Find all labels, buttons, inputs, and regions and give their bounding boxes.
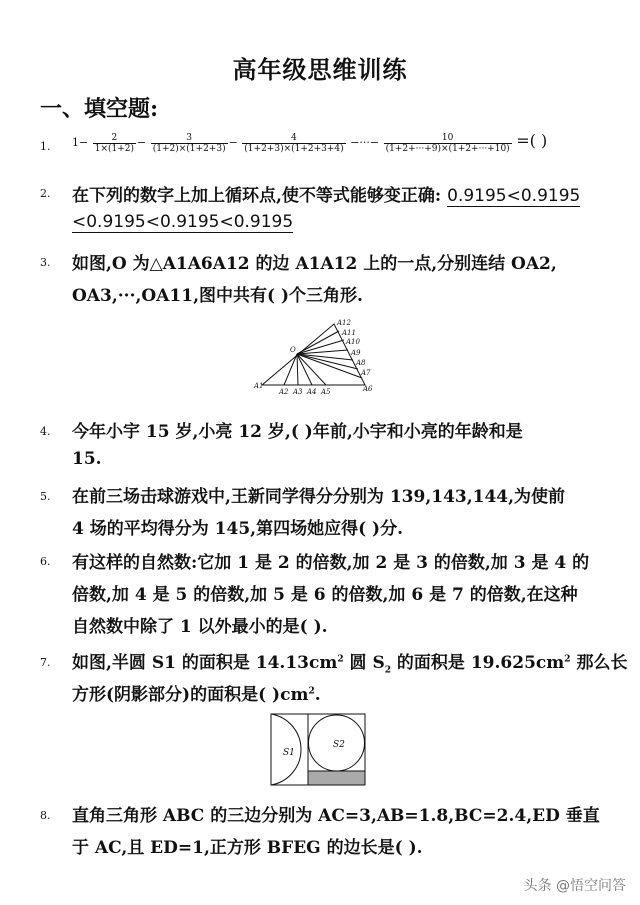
q6-line-1: 有这样的自然数:它加 1 是 2 的倍数,加 2 是 3 的倍数,加 3 是 4 的	[72, 553, 590, 573]
q8-line-2: 于 AC,且 ED=1,正方形 BFEG 的边长是( ).	[72, 838, 423, 858]
label-o: O	[290, 346, 296, 354]
q2-inequality-part1: 0.9195<0.9195	[447, 186, 581, 206]
q4-line-2: 15.	[72, 449, 102, 469]
q3-line-1: 如图,O 为△A1A6A12 的边 A1A12 上的一点,分别连结 OA2,	[72, 254, 557, 274]
q5-number: 5.	[40, 490, 51, 503]
label-s2: S2	[333, 740, 345, 750]
q6-line-3: 自然数中除了 1 以外最小的是( ).	[72, 617, 328, 637]
q6-number: 6.	[40, 555, 51, 568]
q5-line-2: 4 场的平均得分为 145,第四场她应得( )分.	[72, 519, 403, 539]
q6-line-2: 倍数,加 4 是 5 的倍数,加 5 是 6 的倍数,加 6 是 7 的倍数,在这种	[72, 585, 578, 605]
label-a7: A7	[361, 369, 371, 377]
q3-number: 3.	[40, 256, 51, 269]
q3-line-2: OA3,···,OA11,图中共有( )个三角形.	[72, 286, 363, 306]
q1-expression: 1− $\frac{2}{1\times(1+2)}$ − $\frac{3}{(1+2)\times(1+2+3)}$ − $\frac{4}{(1+2+3)\times(1+2+3+4)}$ −···− $\frac{10}{(1+2+\cdot\cdot\cdot+9)\times(1+2+\cdot\cdot\cdot+10)}$ =( )	[72, 131, 548, 154]
label-a11: A11	[342, 329, 356, 337]
q7-number: 7.	[40, 656, 51, 669]
q8-number: 8.	[40, 809, 51, 822]
label-a1: A1	[254, 382, 264, 390]
label-s1: S1	[283, 748, 295, 758]
q5-line-1: 在前三场击球游戏中,王新同学得分分别为 139,143,144,为使前	[72, 487, 566, 507]
q1-lead: 1−	[72, 136, 89, 149]
label-a4: A4	[307, 388, 317, 396]
q1-number: 1.	[40, 140, 51, 153]
page-title: 高年级思维训练	[232, 55, 408, 84]
label-a2: A2	[279, 388, 289, 396]
label-a3: A3	[293, 388, 303, 396]
section-heading: 一、填空题:	[40, 96, 159, 122]
q1-dots: −···−	[350, 136, 380, 149]
shaded-rectangle	[308, 771, 365, 785]
label-a10: A10	[346, 338, 360, 346]
q1-fraction-4: $\frac{10}{(1+2+\cdot\cdot\cdot+9)\times(1+2+\cdot\cdot\cdot+10)}$	[385, 132, 510, 154]
q4-line-1: 今年小宇 15 岁,小亮 12 岁,( )年前,小宇和小亮的年龄和是	[72, 422, 523, 442]
q2-line-1: 在下列的数字上加上循环点,使不等式能够变正确: 0.9195<0.9195	[72, 186, 581, 206]
q4-number: 4.	[40, 425, 51, 438]
label-a9: A9	[351, 349, 361, 357]
q2-line-2	[72, 212, 293, 232]
q1-answer-blank: =( )	[516, 131, 548, 150]
q7-line-1: 如图,半圆 S1 的面积是 $14.13cm^2$ 圆 $S_2$ 的面积是 $19.625cm^2$ 那么长	[72, 653, 628, 676]
q7-rectangle-figure	[270, 713, 370, 787]
q1-fraction-1: $\frac{2}{1\times(1+2)}$	[94, 132, 135, 154]
q1-fraction-2: $\frac{3}{(1+2)\times(1+2+3)}$	[152, 132, 226, 154]
q7-line-2: 方形(阴影部分)的面积是( )$cm^2$.	[72, 685, 321, 705]
q1-fraction-3: $\frac{4}{(1+2+3)\times(1+2+3+4)}$	[244, 132, 344, 154]
label-a12: A12	[337, 319, 351, 327]
q3-triangle-figure	[250, 316, 380, 400]
q8-line-1: 直角三角形 ABC 的三边分别为 AC=3,AB=1.8,BC=2.4,ED 垂直	[72, 806, 600, 826]
q2-inequality-part2: <0.9195<0.9195<0.9195	[72, 212, 294, 232]
label-a8: A8	[356, 359, 366, 367]
q2-number: 2.	[40, 187, 51, 200]
label-a5: A5	[321, 388, 331, 396]
label-a6: A6	[363, 385, 373, 393]
watermark: 头条 @悟空问答	[523, 878, 626, 894]
